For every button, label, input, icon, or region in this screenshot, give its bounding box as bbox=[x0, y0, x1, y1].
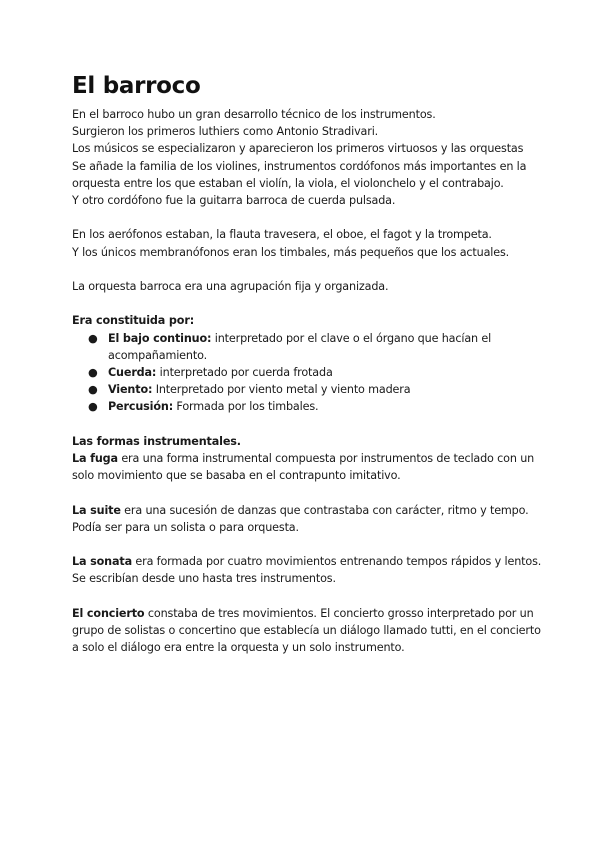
formas-heading: Las formas instrumentales. bbox=[72, 434, 241, 448]
suite-text: era una sucesión de danzas que contrastaba con carácter, ritmo y tempo. Podía ser para un solista o para orquesta. bbox=[72, 503, 529, 534]
intro-line-2: Surgieron los primeros luthiers como Antonio Stradivari. bbox=[72, 125, 379, 139]
intro-line-1: En el barroco hubo un gran desarrollo técnico de los instrumentos. bbox=[72, 108, 436, 121]
document-title: El barroco bbox=[72, 73, 201, 99]
spacer bbox=[72, 484, 542, 501]
list-item-text: interpretado por cuerda frotada bbox=[156, 366, 333, 379]
suite-paragraph bbox=[72, 502, 542, 536]
aerofonos-line-2: Y los únicos membranófonos eran los timbales, más pequeños que los actuales. bbox=[72, 245, 510, 259]
concierto-text: constaba de tres movimientos. El concierto grosso interpretado por un grupo de solistas o concertino que establecía un diálogo llamado tutti, en el concierto a solo el diálogo era entre la orquesta y un solo instrumento. bbox=[72, 606, 541, 655]
list-item-text: Formada por los timbales. bbox=[173, 400, 319, 414]
intro-line-3: Los músicos se especializaron y aparecieron los primeros virtuosos y las orquestas bbox=[72, 142, 524, 156]
list-item-text: interpretado por el clave o el órgano que hacían el acompañamiento. bbox=[108, 331, 492, 362]
list-item-percusion bbox=[72, 398, 542, 415]
list-item-viento bbox=[72, 381, 542, 398]
spacer bbox=[72, 295, 542, 312]
intro-line-4: Se añade la familia de los violines, instrumentos cordófonos más importantes en la orquesta entre los que estaban el violín, la viola, el violonchelo y el contrabajo. bbox=[72, 159, 527, 190]
intro-line-5: Y otro cordófono fue la guitarra barroca de cuerda pulsada. bbox=[72, 194, 396, 208]
concierto-paragraph bbox=[72, 605, 542, 657]
bullet-icon: ● bbox=[88, 400, 98, 414]
sonata-term: La sonata bbox=[72, 555, 132, 569]
list-item-term: El bajo continuo: bbox=[108, 331, 212, 345]
fuga-term: La fuga bbox=[72, 452, 118, 465]
list-item-bajo-continuo bbox=[72, 330, 542, 364]
constituida-heading: Era constituida por: bbox=[72, 314, 195, 328]
list-item-term: Percusión: bbox=[108, 400, 174, 414]
list-item-cuerda bbox=[72, 364, 542, 381]
bullet-icon: ● bbox=[88, 383, 98, 397]
fuga-paragraph bbox=[72, 450, 542, 484]
bullet-icon: ● bbox=[88, 331, 98, 345]
list-item-term: Cuerda: bbox=[108, 366, 157, 379]
list-item-text: Interpretado por viento metal y viento madera bbox=[152, 383, 411, 397]
sonata-paragraph bbox=[72, 553, 542, 587]
spacer bbox=[72, 536, 542, 553]
suite-term: La suite bbox=[72, 503, 121, 517]
spacer bbox=[72, 209, 542, 226]
concierto-term: El concierto bbox=[72, 606, 145, 620]
fuga-text: era una forma instrumental compuesta por instrumentos de teclado con un solo movimiento que se basaba en el contrapunto imitativo. bbox=[72, 452, 535, 483]
aerofonos-line-1: En los aerófonos estaban, la flauta travesera, el oboe, el fagot y la trompeta. bbox=[72, 228, 492, 242]
bullet-icon: ● bbox=[88, 366, 98, 379]
spacer bbox=[72, 261, 542, 278]
spacer bbox=[72, 416, 542, 433]
list-item-term: Viento: bbox=[108, 383, 153, 397]
document-page bbox=[72, 72, 542, 656]
spacer bbox=[72, 588, 542, 605]
constituida-list bbox=[72, 330, 542, 416]
orquesta-paragraph: La orquesta barroca era una agrupación fija y organizada. bbox=[72, 280, 389, 293]
sonata-text: era formada por cuatro movimientos entrenando tempos rápidos y lentos. Se escribían desde uno hasta tres instrumentos. bbox=[72, 555, 542, 586]
